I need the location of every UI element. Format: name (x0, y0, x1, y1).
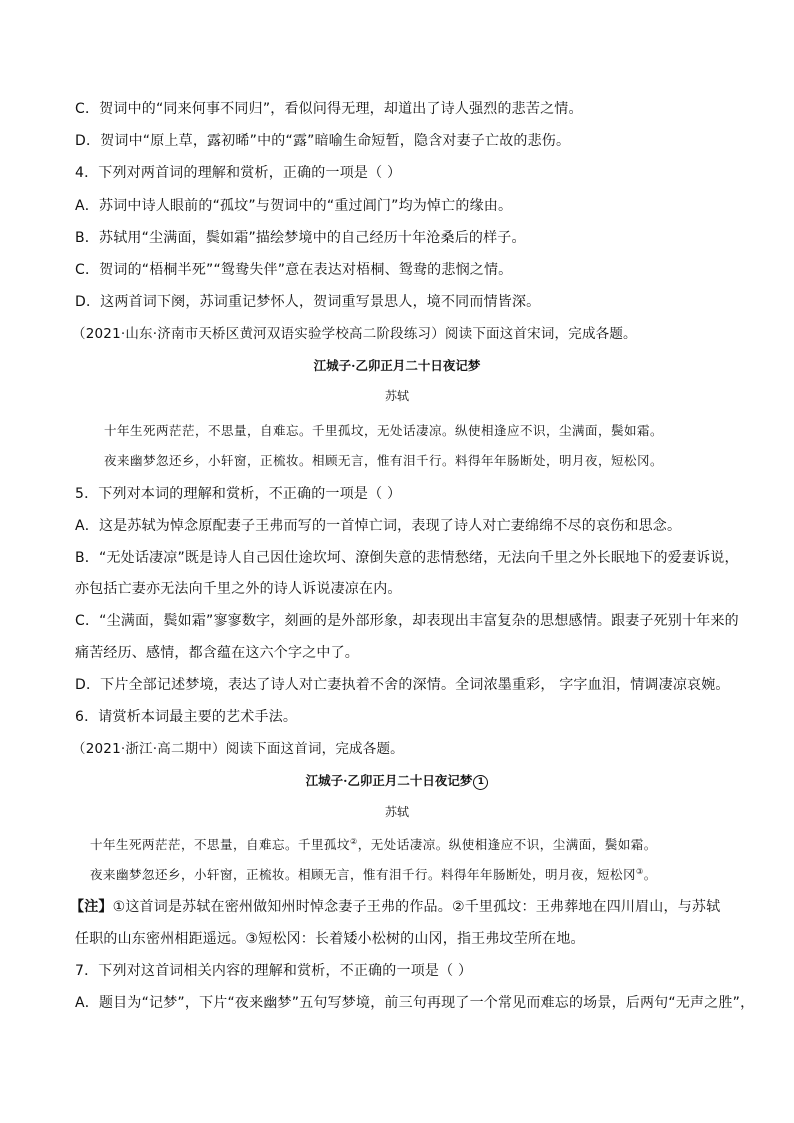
q3-option-d: D．贺词中“原上草，露初晞”中的“露”暗喻生命短暂，隐含对妻子亡故的悲伤。 (75, 133, 571, 149)
section2-source: （2021·浙江·高二期中）阅读下面这首词，完成各题。 (72, 741, 404, 757)
poem2-line-2b: 。 (643, 867, 657, 882)
poem1-title: 江城子·乙卯正月二十日夜记梦 (313, 358, 481, 373)
q7-option-a: A．题目为“记梦”，下片“夜来幽梦”五句写梦境，前三句再现了一个常见而难忘的场景，后两句“无声之胜”， (75, 995, 755, 1011)
q5-option-a: A．这是苏轼为悼念原配妻子王弗而写的一首悼亡词，表现了诗人对亡妻绵绵不尽的哀伤和思念。 (75, 518, 682, 534)
note-text-1: ①这首词是苏轼在密州做知州时悼念妻子王弗的作品。②千里孤坟：王弗葬地在四川眉山，与苏轼 (112, 899, 721, 915)
poem2-title (0, 772, 794, 790)
poem1-line-1: 十年生死两茫茫，不思量，自难忘。千里孤坟，无处话凄凉。纵使相逢应不识，尘满面，鬓如霜。 (104, 423, 664, 438)
q5-stem: 5．下列对本词的理解和赏析，不正确的一项是（ ） (75, 486, 402, 502)
q4-option-d: D．这两首词下阕，苏词重记梦怀人，贺词重写景思人，境不同而情皆深。 (75, 294, 541, 310)
poem2-title-text: 江城子·乙卯正月二十日夜记梦 (305, 773, 473, 788)
poem2-line-1b: ，无处话凄凉。纵使相逢应不识，尘满面，鬓如霜。 (357, 837, 657, 852)
q4-option-a: A．苏词中诗人眼前的“孤坟”与贺词中的“重过阊门”均为悼亡的缘由。 (75, 198, 513, 214)
poem2-line-1 (90, 836, 657, 854)
note-line-2: 任职的山东密州相距遥远。③短松冈：长着矮小松树的山冈，指王弗坟茔所在地。 (75, 931, 585, 947)
poem1-line-2: 夜来幽梦忽还乡，小轩窗，正梳妆。相顾无言，惟有泪千行。料得年年肠断处，明月夜，短松冈。 (104, 453, 664, 468)
q4-option-b: B．苏轼用“尘满面，鬓如霜”描绘梦境中的自己经历十年沧桑后的样子。 (75, 230, 526, 246)
poem2-line-1a: 十年生死两茫茫，不思量，自难忘。千里孤坟 (90, 837, 351, 852)
q4-stem: 4．下列对两首词的理解和赏析，正确的一项是（ ） (75, 165, 402, 181)
q3-option-c: C．贺词中的“同来何事不同归”，看似问得无理，却道出了诗人强烈的悲苦之情。 (75, 101, 583, 117)
q5-option-b-line1: B．“无处话凄凉”既是诗人自己因仕途坎坷、潦倒失意的悲情愁绪，无法向千里之外长眠地下的爱妻诉说， (75, 550, 739, 566)
q5-option-c-line2: 痛苦经历、感情，都含蕴在这六个字之中了。 (75, 645, 359, 661)
footnote-marker-1: 1 (473, 775, 488, 790)
q7-stem: 7．下列对这首词相关内容的理解和赏析，不正确的一项是（ ） (75, 963, 473, 979)
poem1-author: 苏轼 (384, 389, 409, 403)
poem2-line-2a: 夜来幽梦忽还乡，小轩窗，正梳妆。相顾无言，惟有泪千行。料得年年肠断处，明月夜，短松冈 (90, 867, 637, 882)
note-label: 【注】 (70, 899, 113, 915)
q4-option-c: C．贺词的“梧桐半死”“鸳鸯失伴”意在表达对梧桐、鸳鸯的悲悯之情。 (75, 262, 513, 278)
note-line-1 (70, 897, 720, 917)
poem2-line-2 (90, 866, 657, 884)
q5-option-d: D．下片全部记述梦境，表达了诗人对亡妻执着不舍的深情。全词浓墨重彩， 字字血泪，情调凄凉哀婉。 (75, 677, 730, 693)
q5-option-c-line1: C．“尘满面，鬓如霜”寥寥数字，刻画的是外部形象，却表现出丰富复杂的思想感情。跟妻子死别十年来的 (75, 613, 739, 629)
footnote-marker-3: ③ (636, 866, 644, 876)
footnote-marker-2: ② (350, 836, 358, 846)
q5-option-b-line2: 亦包括亡妻亦无法向千里之外的诗人诉说凄凉在内。 (75, 581, 402, 597)
poem2-author: 苏轼 (384, 805, 409, 819)
section1-source: （2021·山东·济南市天桥区黄河双语实验学校高二阶段练习）阅读下面这首宋词，完成各题。 (72, 326, 637, 342)
q6-stem: 6．请赏析本词最主要的艺术手法。 (75, 709, 298, 725)
